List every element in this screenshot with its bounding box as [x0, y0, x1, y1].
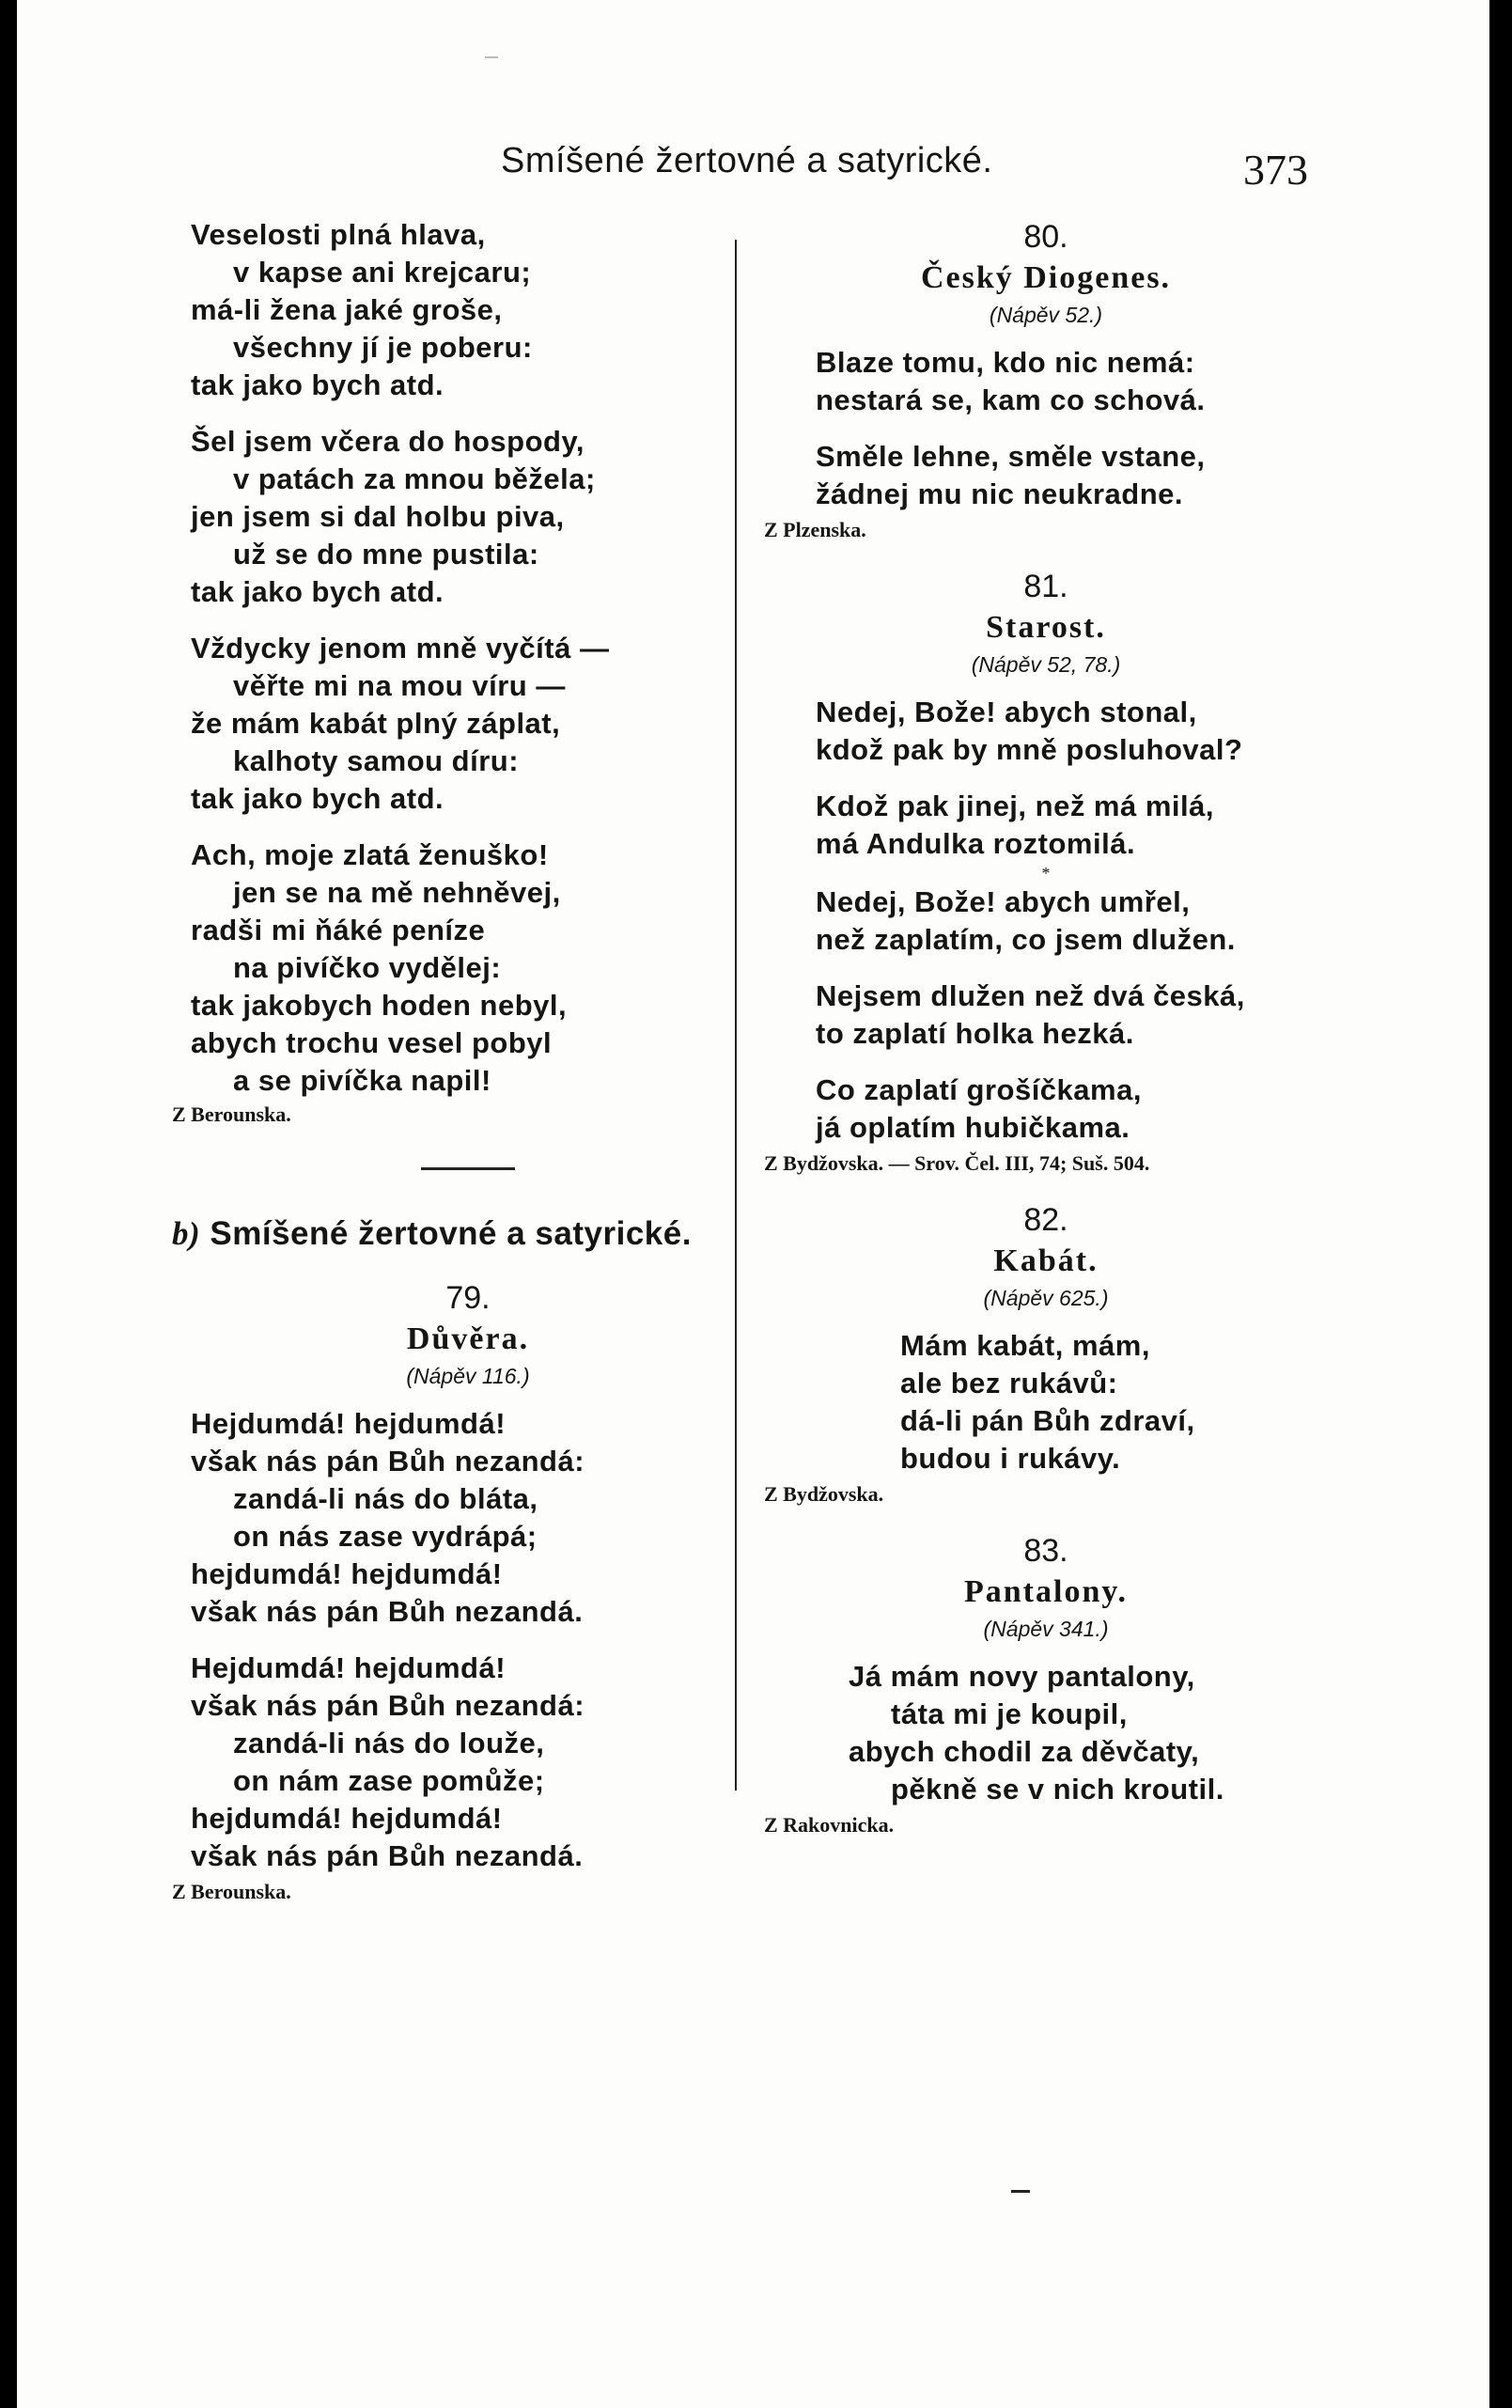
verse-line: Blaze tomu, kdo nic nemá: [816, 346, 1195, 379]
verse-line: už se do mne pustila: [233, 538, 539, 571]
verse-line: pěkně se v nich kroutil. [891, 1773, 1224, 1806]
song-number: 82. [1023, 1202, 1068, 1238]
verse-line: tak jako bych atd. [191, 782, 444, 815]
song-title: Důvěra. [406, 1321, 530, 1356]
song-title: Pantalony. [964, 1574, 1128, 1609]
stanza [849, 1658, 1328, 1808]
stanza [191, 630, 745, 818]
verse-line: Šel jsem včera do hospody, [191, 425, 585, 458]
song-title: Český Diogenes. [920, 260, 1172, 295]
verse-line: zandá-li nás do bláta, [233, 1482, 538, 1515]
verse-line: Já mám novy pantalony, [849, 1660, 1195, 1693]
melody-reference: (Nápěv 341.) [983, 1617, 1109, 1641]
verse-line: Vždycky jenom mně vyčítá — [191, 632, 610, 665]
verse-line: hejdumdá! hejdumdá! [191, 1557, 503, 1590]
right-column [764, 216, 1328, 1838]
stanza [816, 977, 1328, 1053]
book-page [17, 0, 1489, 2408]
verse-line: nestará se, kam co schová. [816, 383, 1206, 416]
song-number: 80. [1023, 219, 1068, 255]
source-note: Z Rakovnicka. [764, 1813, 895, 1837]
running-header [17, 141, 1489, 197]
song-number: 83. [1023, 1533, 1068, 1569]
verse-line: však nás pán Bůh nezandá. [191, 1595, 584, 1628]
verse-line: jen se na mě nehněvej, [233, 876, 561, 909]
stanza [816, 788, 1328, 863]
verse-line: jen jsem si dal holbu piva, [191, 500, 565, 533]
verse-line: Hejdumdá! hejdumdá! [191, 1651, 507, 1684]
verse-line: hejdumdá! hejdumdá! [191, 1802, 503, 1835]
running-title: Smíšené žertovné a satyrické. [501, 141, 993, 180]
verse-line: že mám kabát plný záplat, [191, 707, 561, 740]
source-note: Z Berounska. [172, 1880, 291, 1903]
verse-line: na pivíčko vydělej: [233, 951, 502, 984]
verse-line: zandá-li nás do louže, [233, 1727, 545, 1759]
page-number: 373 [1243, 146, 1308, 194]
verse-line: abych chodil za děvčaty, [849, 1735, 1200, 1768]
melody-reference: (Nápěv 52.) [989, 303, 1103, 327]
verse-line: Mám kabát, mám, [900, 1329, 1150, 1362]
verse-line: v kapse ani krejcaru; [233, 256, 532, 289]
stanza [191, 1650, 745, 1875]
section-letter: b) [172, 1215, 201, 1252]
verse-line: věřte mi na mou víru — [233, 669, 566, 702]
stanza [816, 883, 1328, 959]
stanza [191, 216, 745, 404]
verse-line: a se pivíčka napil! [233, 1064, 491, 1097]
verse-line: táta mi je koupil, [891, 1697, 1128, 1730]
verse-line: abych trochu vesel pobyl [191, 1026, 553, 1059]
source-note: Z Bydžovska. [764, 1482, 884, 1506]
verse-line: má-li žena jaké groše, [191, 293, 503, 326]
verse-line: Hejdumdá! hejdumdá! [191, 1407, 507, 1440]
top-mark [485, 56, 498, 58]
verse-line: radši mi ňáké peníze [191, 914, 486, 946]
verse-line: budou i rukávy. [900, 1442, 1121, 1475]
stanza-separator: * [1041, 864, 1051, 883]
stanza [816, 438, 1328, 513]
verse-line: Kdož pak jinej, než má milá, [816, 790, 1214, 822]
verse-line: dá-li pán Bůh zdraví, [900, 1404, 1195, 1437]
stanza [191, 837, 745, 1100]
song-number: 81. [1023, 569, 1068, 604]
section-heading-text: Smíšené žertovné a satyrické. [210, 1215, 692, 1252]
section-rule [421, 1167, 515, 1170]
stanza [816, 344, 1328, 419]
verse-line: tak jako bych atd. [191, 368, 444, 401]
verse-line: Nedej, Bože! abych stonal, [816, 696, 1197, 728]
stanza [816, 694, 1328, 769]
stanza [191, 423, 745, 611]
verse-line: ale bez rukávů: [900, 1367, 1118, 1399]
verse-line: Ach, moje zlatá ženuško! [191, 838, 549, 871]
song-number: 79. [445, 1280, 491, 1316]
verse-line: kalhoty samou díru: [233, 744, 520, 777]
stanza [900, 1327, 1328, 1478]
melody-reference: (Nápěv 116.) [406, 1364, 530, 1388]
verse-line: Nejsem dlužen než dvá česká, [816, 979, 1245, 1012]
section-heading [172, 1213, 745, 1255]
stanza [191, 1405, 745, 1631]
verse-line: tak jako bych atd. [191, 575, 444, 608]
source-note: Z Berounska. [172, 1102, 291, 1126]
verse-line: však nás pán Bůh nezandá. [191, 1839, 584, 1872]
verse-line: však nás pán Bůh nezandá: [191, 1445, 585, 1478]
verse-line: v patách za mnou běžela; [233, 462, 596, 495]
verse-line: Co zaplatí grošíčkama, [816, 1073, 1142, 1106]
verse-line: má Andulka roztomilá. [816, 827, 1136, 860]
verse-line: tak jakobych hoden nebyl, [191, 989, 568, 1022]
verse-line: já oplatím hubičkama. [816, 1111, 1130, 1144]
bottom-mark [1011, 2190, 1030, 2193]
verse-line: všechny jí je poberu: [233, 331, 533, 364]
verse-line: kdož pak by mně posluhoval? [816, 733, 1243, 766]
melody-reference: (Nápěv 52, 78.) [971, 652, 1121, 677]
verse-line: Směle lehne, směle vstane, [816, 440, 1206, 473]
source-note: Z Bydžovska. — Srov. Čel. III, 74; Suš. 504. [764, 1151, 1150, 1175]
song-title: Kabát. [993, 1243, 1099, 1278]
verse-line: on nám zase pomůže; [233, 1764, 545, 1797]
verse-line: než zaplatím, co jsem dlužen. [816, 923, 1236, 956]
verse-line: to zaplatí holka hezká. [816, 1017, 1134, 1050]
verse-line: však nás pán Bůh nezandá: [191, 1689, 585, 1722]
verse-line: Nedej, Bože! abych umřel, [816, 885, 1191, 918]
verse-line: žádnej mu nic neukradne. [816, 477, 1183, 510]
stanza [816, 1071, 1328, 1147]
verse-line: on nás zase vydrápá; [233, 1520, 538, 1553]
left-column [172, 216, 745, 1905]
melody-reference: (Nápěv 625.) [983, 1286, 1109, 1310]
song-title: Starost. [986, 610, 1106, 645]
source-note: Z Plzenska. [764, 518, 866, 541]
verse-line: Veselosti plná hlava, [191, 218, 486, 251]
